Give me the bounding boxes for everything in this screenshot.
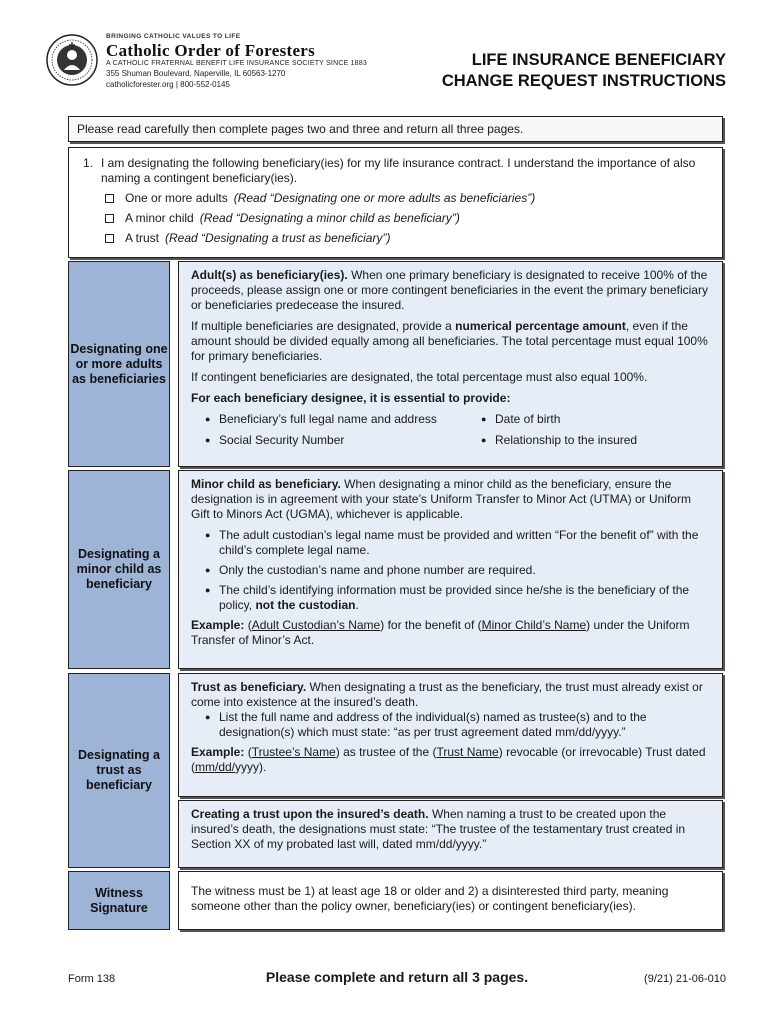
adults-text-2a: If multiple beneficiaries are designated, provide a xyxy=(191,319,452,333)
form-code: (9/21) 21-06-010 xyxy=(644,973,726,985)
adults-paragraph-3: If contingent beneficiaries are designated, the total percentage must also equal 100%. xyxy=(191,370,648,384)
example-child: Minor Child’s Name xyxy=(481,618,587,632)
list-item: ● Only the custodian’s name and phone number are required. xyxy=(205,563,536,577)
minor-b3-text: The child’s identifying information must be provided since he/she is the beneficiary of the policy, xyxy=(219,583,690,612)
list-item: ● List the full name and address of the individual(s) named as trustee(s) and to the designation(s) which must state: “as per trust agreement dated mm/dd/yyyy.” xyxy=(205,710,712,740)
adults-heading: Adult(s) as beneficiary(ies). xyxy=(191,268,348,282)
section-adults xyxy=(68,261,723,467)
example-date: mm/dd/ xyxy=(195,760,236,774)
checkbox[interactable] xyxy=(105,234,114,243)
org-tagline: BRINGING CATHOLIC VALUES TO LIFE xyxy=(106,33,241,40)
list-item-text: Relationship to the insured xyxy=(495,433,638,447)
option-hint: (Read “Designating a trust as beneficiary”) xyxy=(165,231,391,245)
section-content-trust xyxy=(178,673,723,868)
section-content-witness: The witness must be 1) at least age 18 or older and 2) a disinterested third party, meaning someone other than the policy owner, beneficiary(ies) or contingent beneficiary(ies). xyxy=(178,871,723,930)
page-footer xyxy=(68,968,726,990)
option-label: One or more adults xyxy=(125,191,228,205)
section-label-trust: Designating a trust as beneficiary xyxy=(68,673,170,868)
list-item: ● Beneficiary’s full legal name and address xyxy=(205,412,437,426)
list-item-text: List the full name and address of the individual(s) named as trustee(s) and to the designation(s) which must state: “as per trust agreement dated mm/dd/yyyy.” xyxy=(219,710,647,739)
form-number: Form 138 xyxy=(68,973,116,985)
example-trust-name: Trust Name xyxy=(436,745,499,759)
minor-bullets xyxy=(191,528,712,613)
trust-heading-2: Creating a trust upon the insured’s death. xyxy=(191,807,429,821)
minor-b3-bold: not the custodian xyxy=(255,598,356,612)
intro-instruction: Please read carefully then complete pages two and three and return all three pages. xyxy=(68,116,723,142)
section-content-minor-child xyxy=(178,470,723,669)
org-contact: catholicforester.org | 800-552-0145 xyxy=(106,80,230,89)
trust-part-2 xyxy=(178,800,723,868)
section-trust xyxy=(68,673,723,868)
footer-instruction: Please complete and return all 3 pages. xyxy=(265,969,529,985)
org-name: Catholic Order of Foresters xyxy=(106,41,316,60)
minor-heading: Minor child as beneficiary. xyxy=(191,477,341,491)
list-item: ● Date of birth xyxy=(481,412,561,426)
trust-paragraph-2 xyxy=(191,807,712,852)
option-label: A minor child xyxy=(125,211,194,225)
section-witness xyxy=(68,871,723,930)
adults-paragraph-2 xyxy=(191,319,712,364)
minor-text-1: When designating a minor child as the beneficiary, ensure the designation is in agreement with your state’s Uniform Transfer to Minor Act (UTMA) or Uniform Gift to Minors Act (UGMA), whichever is applicable. xyxy=(191,477,691,521)
example-date-year: yyyy xyxy=(235,760,260,774)
trust-example: Example: (Trustee’s Name) as trustee of the (Trust Name) revocable (or irrevocable) Trust dated (mm/dd/yyyy). xyxy=(191,745,706,774)
section-label-adults: Designating one or more adults as beneficiaries xyxy=(68,261,170,467)
section-content-adults xyxy=(178,261,723,467)
trust-text-2: When naming a trust to be created upon the insured’s death, the designations must state: “The trustee of the testamentary trust created in Section XX of my probated last will, dated mm/dd/yyyy.” xyxy=(191,807,686,851)
checkbox[interactable] xyxy=(105,194,114,203)
adults-text-2c: , even if the amount should be divided equally among all beneficiaries. The total percentage must equal 100% for primary beneficiaries. xyxy=(191,319,708,363)
example-mid: as trustee of the xyxy=(343,745,430,759)
example-mid: for the benefit of xyxy=(387,618,475,632)
example-custodian: Adult Custodian’s Name xyxy=(251,618,381,632)
list-item-text: Date of birth xyxy=(495,412,561,426)
section-label-witness: Witness Signature xyxy=(68,871,170,930)
adults-text-1: When one primary beneficiary is designated to receive 100% of the proceeds, please assign one or more contingent beneficiaries in the event the primary beneficiary or beneficiaries predecease the insured. xyxy=(191,268,708,312)
trust-heading: Trust as beneficiary. xyxy=(191,680,307,694)
option-minor-child[interactable] xyxy=(83,211,708,226)
minor-example: Example: (Adult Custodian’s Name) for the benefit of (Minor Child’s Name) under the Uniform Transfer of Minor’s Act. xyxy=(191,618,690,647)
page-header xyxy=(46,30,726,100)
list-item: ● Social Security Number xyxy=(205,433,345,447)
title-line-2: CHANGE REQUEST INSTRUCTIONS xyxy=(441,72,726,90)
document-title xyxy=(442,50,726,92)
list-item: ● Relationship to the insured xyxy=(481,433,638,447)
adults-paragraph-1 xyxy=(191,268,712,313)
example-label: Example: xyxy=(191,618,245,632)
checkbox[interactable] xyxy=(105,214,114,223)
example-label: Example: xyxy=(191,745,245,759)
order-seal-logo xyxy=(46,34,98,86)
option-hint: (Read “Designating a minor child as beneficiary”) xyxy=(199,211,460,225)
title-line-1: LIFE INSURANCE BENEFICIARY xyxy=(471,51,726,69)
question-1 xyxy=(68,147,723,258)
list-item: ● The child’s identifying information must be provided since he/she is the beneficiary of the policy, not the custodian. xyxy=(205,583,712,613)
org-address: 355 Shuman Boulevard, Naperville, IL 60563-1270 xyxy=(106,69,286,78)
trust-bullets xyxy=(191,710,712,740)
trust-text-1: When designating a trust as the beneficiary, the trust must already exist or come into existence at the insured’s death. xyxy=(191,680,703,709)
minor-paragraph-1 xyxy=(191,477,712,522)
adults-paragraph-4 xyxy=(191,391,712,406)
option-label: A trust xyxy=(125,231,160,245)
trust-paragraph-1 xyxy=(191,680,712,710)
org-subtitle: A CATHOLIC FRATERNAL BENEFIT LIFE INSURANCE SOCIETY SINCE 1883 xyxy=(106,60,367,67)
question-text: I am designating the following beneficiary(ies) for my life insurance contract. I understand the importance of also naming a contingent beneficiary(ies). xyxy=(101,156,696,185)
list-item-text: Social Security Number xyxy=(219,433,345,447)
list-item-text: Beneficiary’s full legal name and address xyxy=(219,412,437,426)
example-trustee: Trustee’s Name xyxy=(251,745,336,759)
section-minor-child xyxy=(68,470,723,669)
option-trust[interactable] xyxy=(83,231,708,246)
example-tail: under the Uniform Transfer of Minor’s Act. xyxy=(191,618,690,647)
question-number: 1. xyxy=(83,156,94,170)
list-item-text: The adult custodian’s legal name must be provided and written “For the benefit of” with the child’s complete legal name. xyxy=(219,528,699,557)
trust-part-1 xyxy=(178,673,723,797)
option-hint: (Read “Designating one or more adults as beneficiaries”) xyxy=(233,191,536,205)
option-adults[interactable] xyxy=(83,191,708,206)
section-label-minor-child: Designating a minor child as beneficiary xyxy=(68,470,170,669)
list-item: ● The adult custodian’s legal name must be provided and written “For the benefit of” with the child’s complete legal name. xyxy=(205,528,712,558)
adults-text-4: For each beneficiary designee, it is essential to provide: xyxy=(191,391,511,405)
list-item-text: The child’s identifying information must be provided since he/she is the beneficiary of the policy, not the custodian. xyxy=(219,583,690,612)
example-tail: revocable (or irrevocable) Trust dated xyxy=(506,745,706,759)
adults-text-2b: numerical percentage amount xyxy=(455,319,626,333)
list-item-text: Only the custodian’s name and phone number are required. xyxy=(219,563,536,577)
required-info-list xyxy=(205,412,712,448)
